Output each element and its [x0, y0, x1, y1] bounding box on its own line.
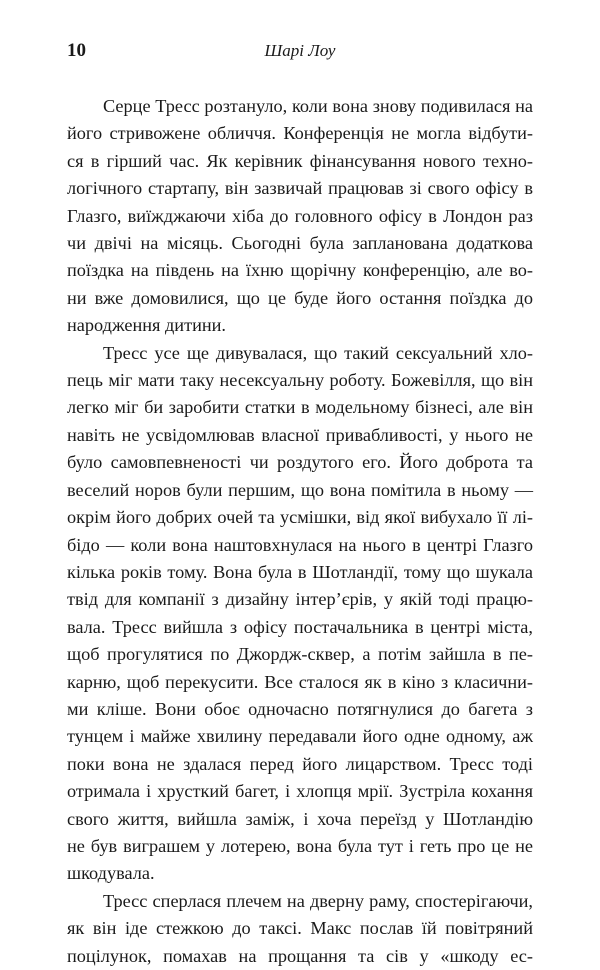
body-text: [67, 93, 533, 970]
text-line: шкодувала.: [67, 863, 155, 884]
text-line: навіть не усвідомлював власної привабливості, у нього не: [67, 424, 533, 445]
text-line: чи двічі на місяць. Сьогодні була запланована додаткова: [67, 233, 533, 254]
page-number: 10: [67, 40, 86, 61]
text-line: свого життя, вийшла заміж, і хоча переїзд у Шотландію: [67, 808, 533, 829]
text-line: щоб прогулятися по Джордж-сквер, а потім зайшла в пе-: [67, 644, 533, 665]
text-line: пець міг мати таку несексуальну роботу. Божевілля, що він: [67, 370, 533, 391]
text-line: веселий норов були першим, що вона помітила в ньому —: [67, 479, 533, 500]
text-line: бідо — коли вона наштовхнулася на нього в центрі Глазго: [67, 534, 533, 555]
text-line: Тресс усе ще дивувалася, що такий сексуальний хло-: [103, 342, 533, 363]
text-line: Глазго, виїжджаючи хіба до головного офісу в Лондон раз: [67, 205, 533, 226]
text-line: окрім його добрих очей та усмішки, від якої вибухало її лі-: [67, 507, 533, 528]
text-line: було самовпевненості чи роздутого его. Його доброта та: [67, 452, 533, 473]
text-line: Серце Тресс розтануло, коли вона знову подивилася на: [103, 96, 533, 116]
paragraph: [67, 340, 533, 888]
text-line: його стривожене обличчя. Конференція не могла відбути-: [67, 123, 533, 144]
text-line: отримала і хрусткий багет, і хлопця мрії. Зустріла кохання: [67, 781, 533, 802]
text-line: ми кліше. Вони обоє одночасно потягнулися до багета з: [67, 698, 533, 719]
text-line: кілька років тому. Вона була в Шотландії, тому що шукала: [67, 561, 533, 582]
text-line: поцілунок, помахав на прощання та сів у «шкоду ес-: [67, 945, 533, 966]
paragraph: [67, 888, 533, 970]
text-line: карню, щоб перекусити. Все сталося як в кіно з класични-: [67, 671, 533, 692]
text-line: легко міг би заробити статки в модельному бізнесі, але він: [67, 397, 533, 418]
text-line: не був виграшем у лотерею, вона була тут і геть про це не: [67, 835, 533, 856]
text-line: поїздка на південь на їхню щорічну конференцію, але во-: [67, 260, 533, 281]
running-head: Шарі Лоу: [264, 41, 336, 60]
text-line: логічного стартапу, він зазвичай працював зі свого офісу в: [67, 178, 533, 199]
text-line: як він іде стежкою до таксі. Макс послав їй повітряний: [67, 918, 533, 939]
text-line: народження дитини.: [67, 315, 226, 336]
text-line: ни вже домовилися, що це буде його остання поїздка до: [67, 287, 533, 308]
text-line: ся в гірший час. Як керівник фінансування нового техно-: [67, 150, 533, 171]
text-line: тунцем і майже хвилину передавали його одне одному, аж: [67, 726, 533, 747]
text-line: поки вона не здалася перед його лицарством. Тресс тоді: [67, 753, 533, 774]
text-line: Тресс сперлася плечем на дверну раму, спостерігаючи,: [103, 890, 533, 911]
text-line: твід для компанії з дизайну інтер’єрів, у якій тоді працю-: [67, 589, 533, 610]
paragraph: [67, 93, 533, 340]
text-line: вала. Тресс вийшла з офісу постачальника в центрі міста,: [67, 616, 533, 637]
